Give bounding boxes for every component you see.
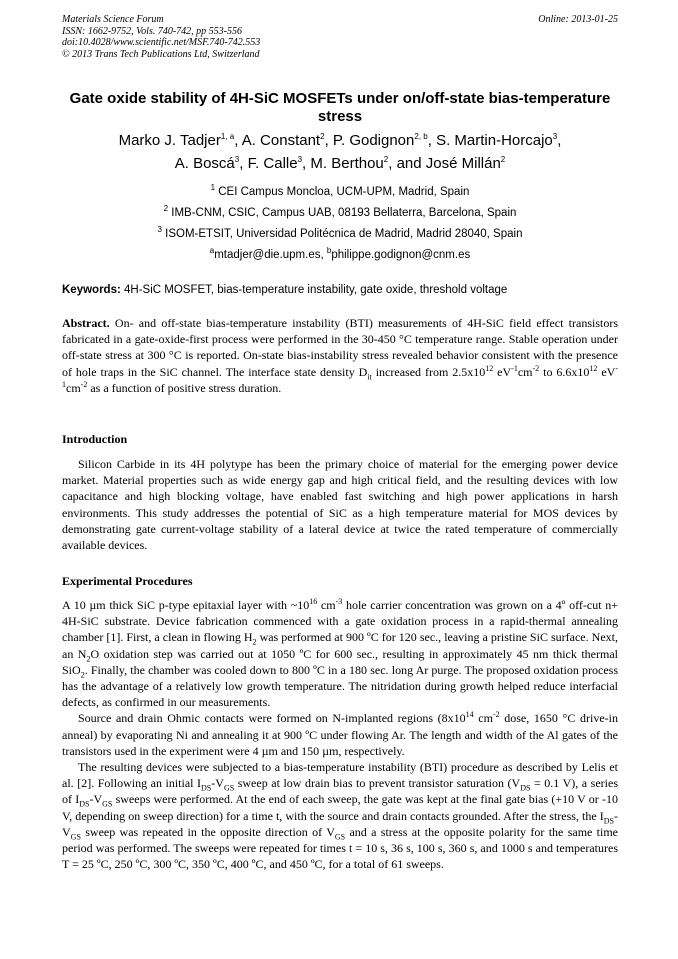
experimental-heading: Experimental Procedures <box>62 574 193 588</box>
author: S. Martin-Horcajo$^3$ <box>436 132 558 149</box>
author-and: and <box>396 155 422 172</box>
email-link[interactable]: philippe.godignon@cnm.es <box>331 249 471 261</box>
journal-doi: doi:10.4028/www.scientific.net/MSF.740-742.553 <box>62 37 261 48</box>
paragraph: The resulting devices were subjected to a bias-temperature instability (BTI) procedure as described by Lelis et al. [2]. Following an initial $I_{DS}-V_{GS}$ sweep at low drain bias to prevent transistor saturation ($V_{DS} = 0.1$ V), a series of $I_{DS}-V_{GS}$ sweeps were performed. At the end of each sweep, the gate was kept at the final gate bias (+10 V or -10 V, depending on sweep direction) for a time t, with the source and drain contacts grounded. After the stress, the $I_{DS}-V_{GS}$ sweep was repeated in the opposite direction of $V_{GS}$ and a stress at the opposite polarity for the same time period was performed. The sweeps were repeated for times t = 10 s, 36 s, 100 s, 360 s, and 1000 s and temperatures T = 25 ºC, 250 ºC, 300 ºC, 350 ºC, 400 ºC, and 450 ºC, for a total of 61 sweeps. <box>62 760 619 872</box>
affiliation: $^3$ ISOM-ETSIT, Universidad Politécnica de Madrid, Madrid 28040, Spain <box>157 225 523 240</box>
introduction-text: Silicon Carbide in its 4H polytype has been the primary choice of material for the emerging power device market. Material properties such as wide energy gap and high critical field, and the resulting devices with low capacitance and high blocking voltage, have enabled fast switching and high power applications in harsh environments. This study addresses the potential of SiC as a high temperature material for MOS devices by demonstrating gate current-voltage stability of a lateral device at twice the rated temperature of commercially available devices. <box>62 457 618 553</box>
paragraph: Source and drain Ohmic contacts were formed on N-implanted regions ($8x10^{14}$ $cm^{-2}$ dose, 1650 °C drive-in anneal) by evaporating Ni and annealing it at 900 ºC under flowing Ar. The length and width of the Al gates of the transistors used in the experiment were 4 µm and 150 µm, respectively. <box>62 710 618 758</box>
affiliation: $^1$ CEI Campus Moncloa, UCM-UPM, Madrid, Spain <box>210 183 470 198</box>
author: A. Constant$^2$ <box>241 132 325 149</box>
author: José Millán$^2$ <box>425 155 506 172</box>
abstract: Abstract. On- and off-state bias-temperature instability (BTI) measurements of 4H-SiC field effect transistors fabricated in a gate-oxide-first process were performed in the 30-450 °C temperature range. Stable operation under off-state stress at 300 °C is reported. On-state bias-instability stress revealed behavior consistent with the presence of hole traps in the SiC channel. The interface state density $D_{it}$ increased from $2.5x10^{12}$ $eV^{-1}cm^{-2}$ to $6.6x10^{12}$ $eV^{-1}cm^{-2}$ as a function of positive stress duration. <box>62 316 619 395</box>
author: M. Berthou$^2$ <box>310 155 389 172</box>
experimental-text <box>62 597 618 872</box>
author-list: Marko J. Tadjer$^{1, a}$, A. Constant$^2$, P. Godignon$^{2, b}$, S. Martin-Horcajo$^3$, A. Boscá$^3$, F. Calle$^3$, M. Berthou$^2$, and José Millán$^2$ <box>118 132 562 172</box>
emails: $^a$mtadjer@die.upm.es, $^b$philippe.godignon@cnm.es <box>209 246 471 261</box>
paper-title: Gate oxide stability of 4H-SiC MOSFETs under on/off-state bias-temperature stress <box>69 90 611 125</box>
paragraph: A 10 µm thick SiC p-type epitaxial layer with $\sim 10^{16}$ $cm^{-3}$ hole carrier concentration was grown on a 4º off-cut n+ 4H-SiC substrate. Device fabrication commenced with a gate oxidation process in a rapid-thermal annealing chamber [1]. First, a clean in flowing $H_2$ was performed at 900 ºC for 120 sec., leaving a pristine SiC surface. Next, an $N_2O$ oxidation step was carried out at 1050 ºC for 600 sec., resulting in approximately 45 nm thick thermal SiO$_2$. Finally, the chamber was cooled down to 800 ºC in a 180 sec. long Ar purge. The proposed oxidation process has the advantage of a relatively low growth temperature. The nitridation during growth helped reduce interfacial defects, as confirmed in our measurements. <box>62 597 618 710</box>
affiliation: $^2$ IMB-CNM, CSIC, Campus UAB, 08193 Bellaterra, Barcelona, Spain <box>163 204 517 219</box>
keywords-label: Keywords: <box>62 284 121 296</box>
abstract-label: Abstract. <box>62 316 110 330</box>
journal-header <box>62 14 618 60</box>
journal-copyright: © 2013 Trans Tech Publications Ltd, Switzerland <box>62 48 260 60</box>
keywords-text: 4H-SiC MOSFET, bias-temperature instability, gate oxide, threshold voltage <box>124 284 508 296</box>
author: P. Godignon$^{2, b}$ <box>332 132 428 149</box>
author: A. Boscá$^3$ <box>174 155 240 172</box>
affiliations <box>62 182 618 266</box>
introduction-heading: Introduction <box>62 432 128 446</box>
journal-name: Materials Science Forum <box>62 14 164 25</box>
email-link[interactable]: mtadjer@die.upm.es <box>214 249 321 261</box>
keywords <box>62 282 618 298</box>
online-date: Online: 2013-01-25 <box>538 14 618 25</box>
journal-issn: ISSN: 1662-9752, Vols. 740-742, pp 553-556 <box>62 25 242 37</box>
author: F. Calle$^3$ <box>247 155 303 172</box>
author: Marko J. Tadjer$^{1, a}$ <box>118 132 235 149</box>
